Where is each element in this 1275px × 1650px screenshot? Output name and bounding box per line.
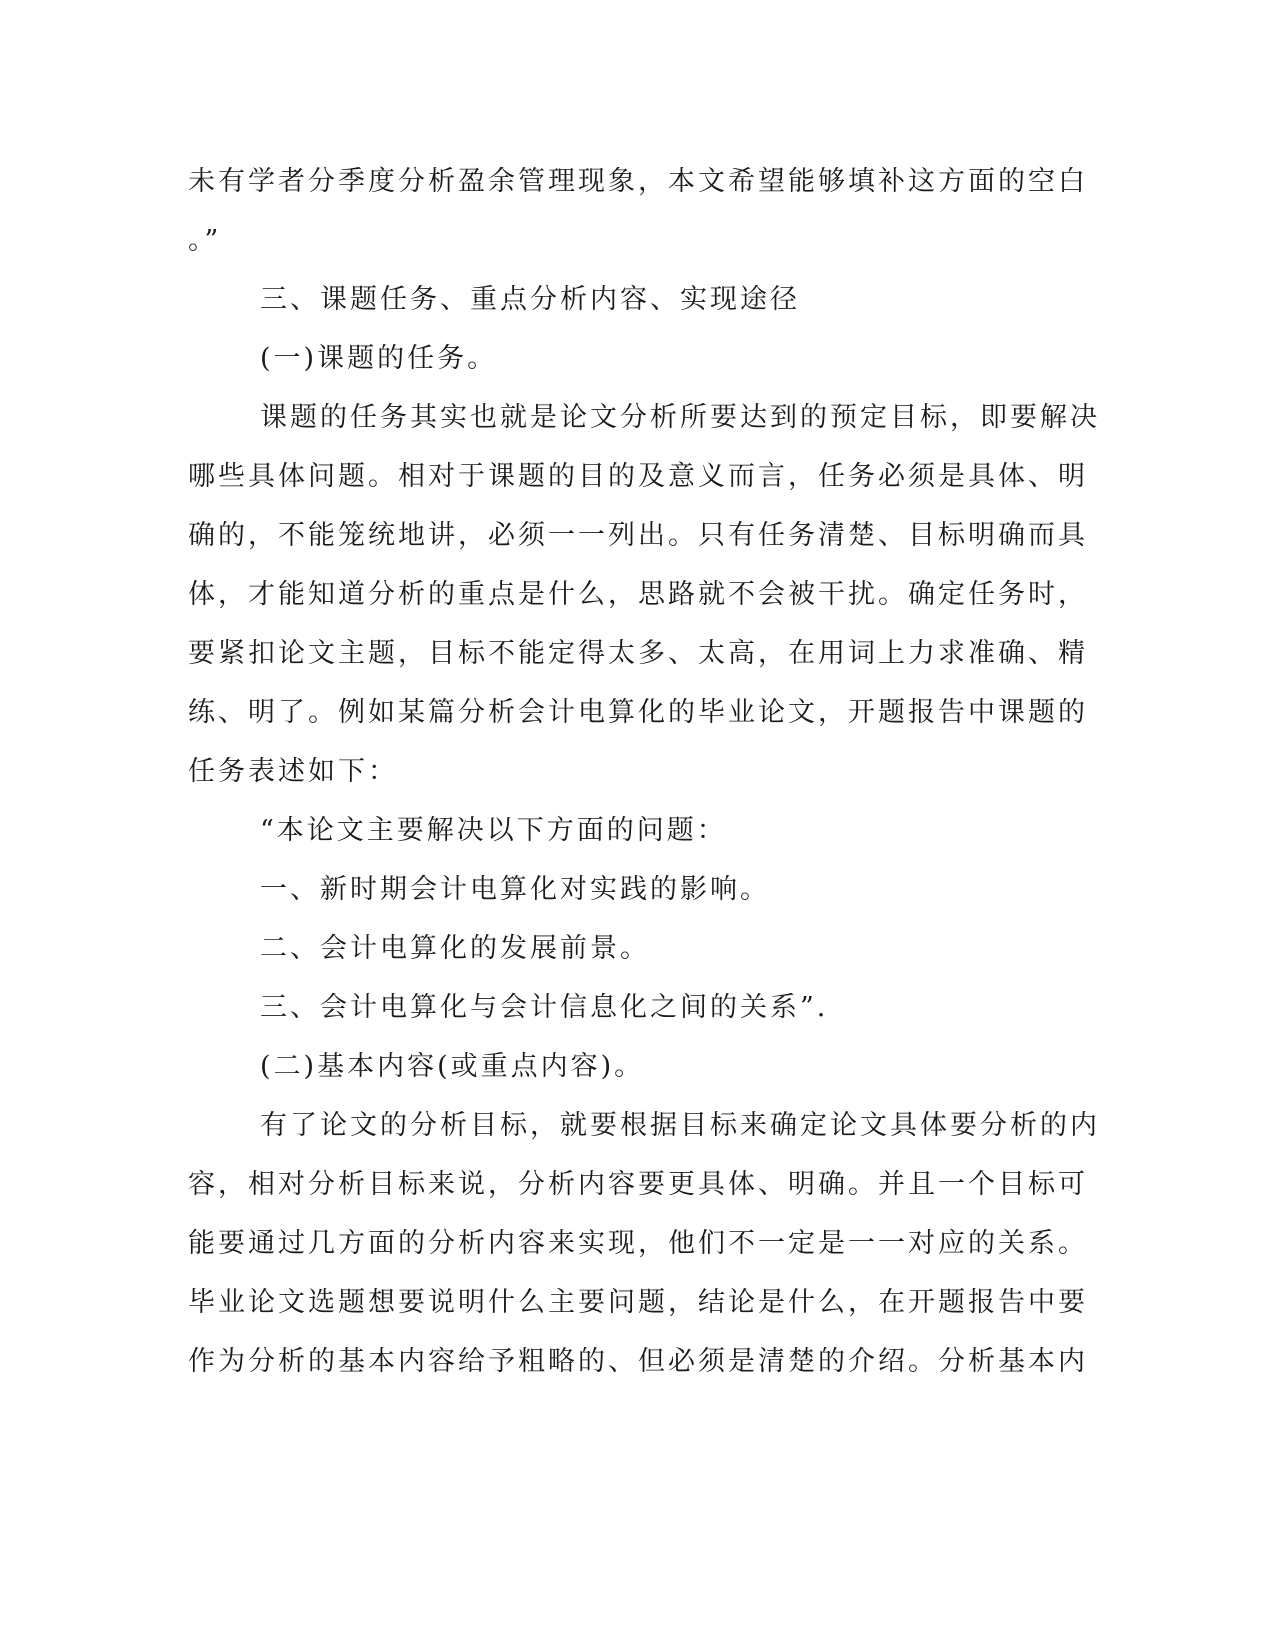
list-item: 三、会计电算化与会计信息化之间的关系”. (260, 992, 829, 1023)
text-line: 确的，不能笼统地讲，必须一一列出。只有任务清楚、目标明确而具 (188, 520, 1088, 551)
text-line: 未有学者分季度分析盈余管理现象，本文希望能够填补这方面的空白 (188, 166, 1088, 197)
text-line: 。” (188, 225, 222, 256)
section-heading: 三、课题任务、重点分析内容、实现途径 (260, 284, 800, 315)
text-line: 有了论文的分析目标，就要根据目标来确定论文具体要分析的内 (260, 1110, 1100, 1141)
subsection-heading: (一)课题的任务。 (260, 343, 498, 374)
text-line: 课题的任务其实也就是论文分析所要达到的预定目标，即要解决 (260, 402, 1100, 433)
subsection-heading: (二)基本内容(或重点内容)。 (260, 1051, 645, 1082)
text-line: 练、明了。例如某篇分析会计电算化的毕业论文，开题报告中课题的 (188, 697, 1088, 728)
text-line: 要紧扣论文主题，目标不能定得太多、太高，在用词上力求准确、精 (188, 638, 1088, 669)
text-line: 体，才能知道分析的重点是什么，思路就不会被干扰。确定任务时， (188, 579, 1088, 610)
text-line: 哪些具体问题。相对于课题的目的及意义而言，任务必须是具体、明 (188, 461, 1088, 492)
list-item: 二、会计电算化的发展前景。 (260, 933, 650, 964)
text-line: 任务表述如下： (188, 756, 398, 787)
text-line: “本论文主要解决以下方面的问题： (260, 815, 727, 846)
text-line: 能要通过几方面的分析内容来实现，他们不一定是一一对应的关系。 (188, 1228, 1088, 1259)
text-line: 容，相对分析目标来说，分析内容要更具体、明确。并且一个目标可 (188, 1169, 1088, 1200)
text-line: 毕业论文选题想要说明什么主要问题，结论是什么，在开题报告中要 (188, 1287, 1088, 1318)
list-item: 一、新时期会计电算化对实践的影响。 (260, 874, 770, 905)
text-line: 作为分析的基本内容给予粗略的、但必须是清楚的介绍。分析基本内 (188, 1346, 1088, 1377)
